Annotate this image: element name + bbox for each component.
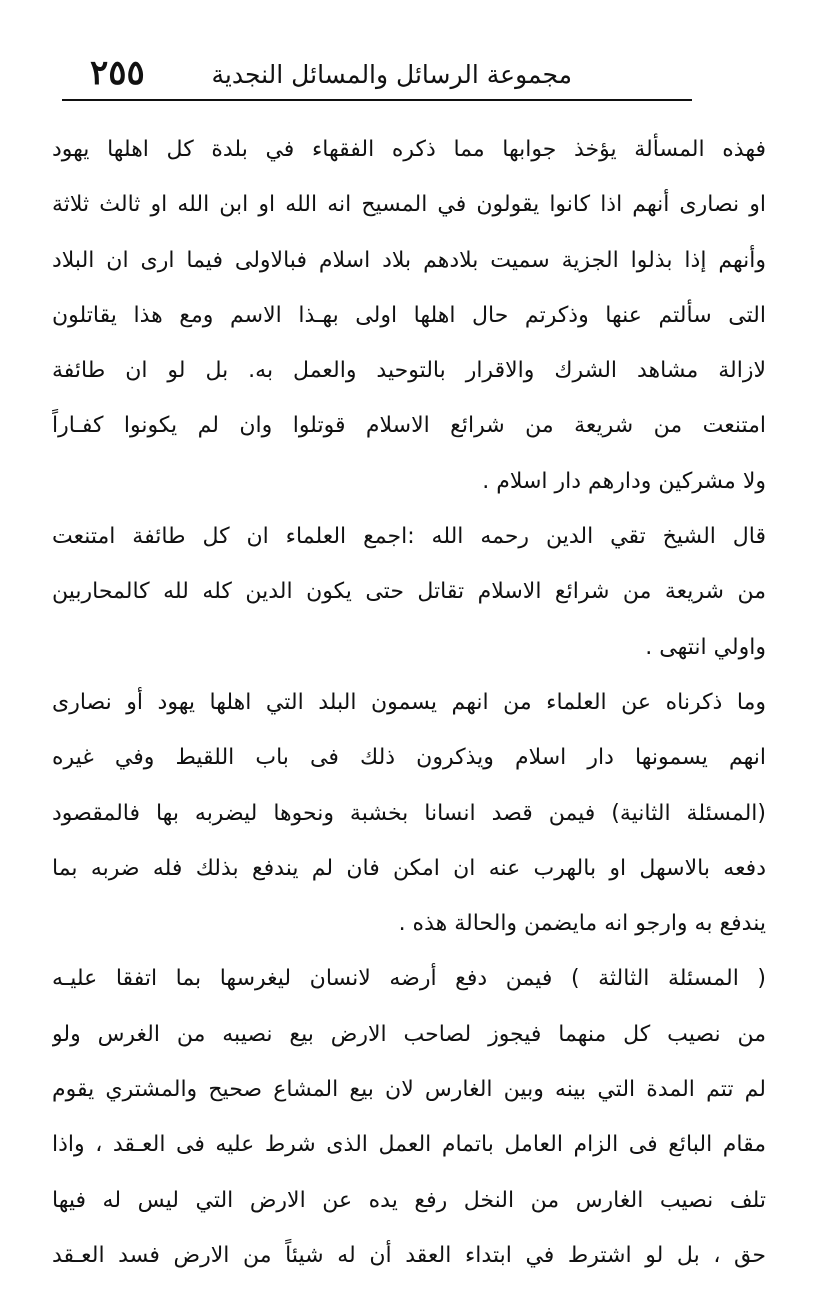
text-line: تلف نصيب الغارس من النخل رفع يده عن الارض التي ليس له فيها (52, 1187, 766, 1213)
text-line: وأنهم إذا بذلوا الجزية سميت بلادهم بلاد اسلام فبالاولى فيما ارى ان البلاد (52, 247, 766, 273)
text-line: من شريعة من شرائع الاسلام تقاتل حتى يكون الدين كله لله كالمحاربين (52, 579, 766, 605)
text-line: دفعه بالاسهل او بالهرب عنه ان امكن فان لم يندفع بذلك فله ضربه بما (52, 855, 766, 881)
text-line: قال الشيخ تقي الدين رحمه الله :اجمع العلماء ان كل طائفة امتنعت (52, 524, 766, 550)
text-line: انهم يسمونها دار اسلام ويذكرون ذلك فى باب اللقيط وفي غيره (52, 745, 766, 771)
text-line: امتنعت من شريعة من شرائع الاسلام قوتلوا وان لم يكونوا كفـاراً (52, 413, 766, 439)
page-number: ٢٥٥ (90, 53, 145, 93)
running-title: مجموعة الرسائل والمسائل النجدية (211, 60, 572, 89)
text-line: حق ، بل لو اشترط في ابتداء العقد أن له شيئاً من الارض فسد العـقد (52, 1242, 766, 1268)
text-line: ولا مشركين ودارهم دار اسلام . (482, 468, 766, 494)
text-line: او نصارى أنهم اذا كانوا يقولون في المسيح انه الله او ابن الله او ثالث ثلاثة (52, 192, 766, 218)
text-line: التى سألتم عنها وذكرتم حال اهلها اولى بهـذا الاسم ومع هذا يقاتلون (52, 302, 766, 328)
page-header (62, 50, 692, 100)
text-line: مقام البائع فى الزام العامل باتمام العمل الذى شرط عليه فى العـقد ، واذا (52, 1132, 766, 1158)
text-line: ( المسئلة الثالثة ) فيمن دفع أرضه لانسان ليغرسها بما اتفقا عليـه (52, 966, 766, 992)
text-line: من نصيب كل منهما فيجوز لصاحب الارض بيع نصيبه من الغرس ولو (52, 1021, 766, 1047)
text-line: لم تتم المدة التي بينه وبين الغارس لان بيع المشاع صحيح والمشتري يقوم (52, 1077, 766, 1103)
text-line: فهذه المسألة يؤخذ جوابها مما ذكره الفقهاء في بلدة كل اهلها يهود (52, 137, 766, 162)
text-line: وما ذكرناه عن العلماء من انهم يسمون البلد التي اهلها يهود أو نصارى (52, 689, 766, 715)
text-line: (المسئلة الثانية) فيمن قصد انسانا بخشبة ونحوها ليضربه بها فالمقصود (52, 800, 766, 826)
text-line: لازالة مشاهد الشرك والاقرار بالتوحيد والعمل به. بل لو ان طائفة (52, 358, 766, 384)
text-line: يندفع به وارجو انه مايضمن والحالة هذه . (398, 911, 766, 937)
text-line: واولي انتهى . (645, 634, 766, 660)
header-rule (62, 99, 692, 101)
body-text (52, 122, 766, 1283)
